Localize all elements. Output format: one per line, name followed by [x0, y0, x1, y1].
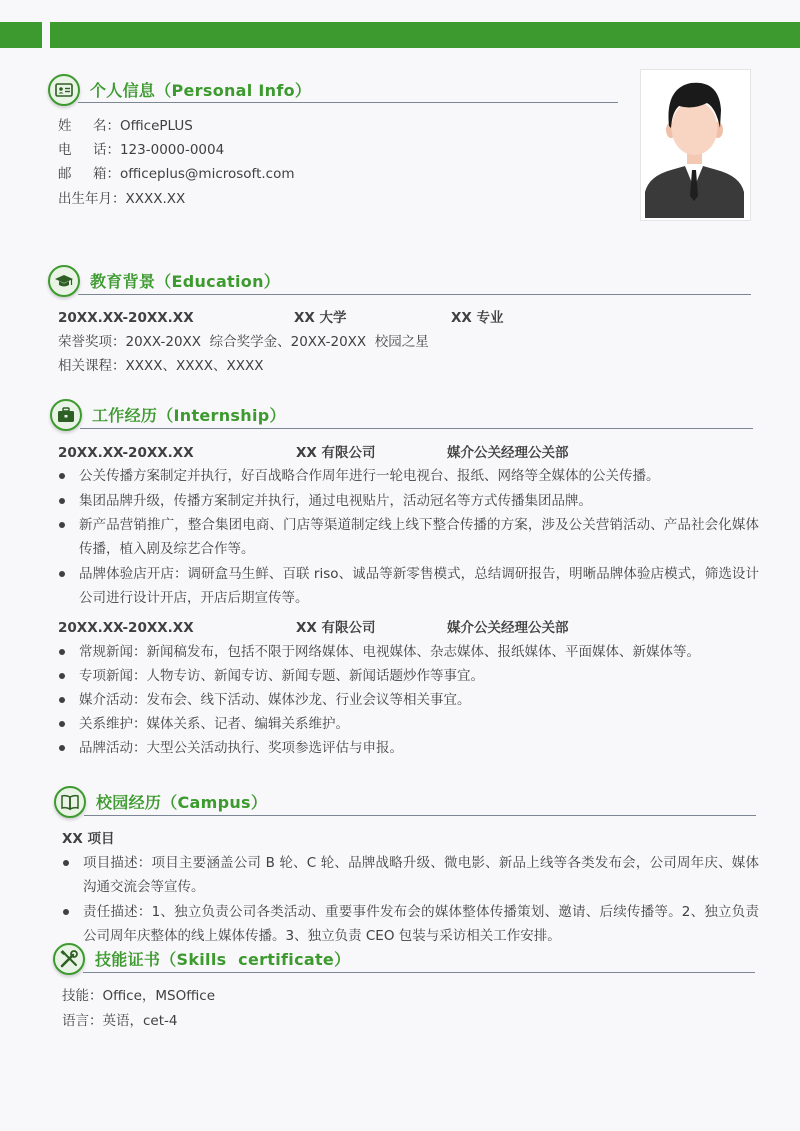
phone-label: 电 话：	[58, 142, 120, 158]
birth-label: 出生年月：	[58, 191, 126, 207]
edu-honors: 荣誉奖项：20XX-20XX 综合奖学金、20XX-20XX 校园之星	[58, 334, 429, 350]
list-item-text: 项目描述：项目主要涵盖公司 B 轮、C 轮、品牌战略升级、微电影、新品上线等各类发布会，公司周年庆、媒体沟通交流会等宣传。	[83, 855, 759, 895]
list-item	[59, 562, 759, 610]
profile-photo	[640, 69, 751, 221]
section-divider	[83, 972, 755, 973]
list-item	[59, 513, 759, 561]
bullet-dot	[59, 473, 65, 479]
bullet-dot	[59, 571, 65, 577]
edu-date: 20XX.XX-20XX.XX	[58, 310, 194, 326]
bullet-dot	[63, 909, 69, 915]
list-item	[59, 736, 759, 760]
name-row	[58, 117, 193, 135]
list-item-text: 集团品牌升级，传播方案制定并执行，通过电视贴片，活动冠名等方式传播集团品牌。	[79, 493, 592, 509]
list-item	[59, 489, 759, 513]
section-divider	[78, 294, 751, 295]
email-value: officeplus@microsoft.com	[119, 166, 295, 182]
section-education-header	[48, 265, 751, 301]
bullet-dot	[63, 860, 69, 866]
list-item	[59, 688, 759, 712]
bullet-dot	[59, 745, 65, 751]
job-company: XX 有限公司	[296, 620, 376, 636]
phone-value: 123-0000-0004	[119, 142, 225, 158]
list-item-text: 关系维护：媒体关系、记者、编辑关系维护。	[79, 716, 349, 732]
list-item-text: 品牌活动：大型公关活动执行、奖项参选评估与申报。	[79, 740, 403, 756]
section-skills-header	[53, 943, 755, 979]
list-item	[59, 712, 759, 736]
edu-courses: 相关课程：XXXX、XXXX、XXXX	[58, 358, 264, 374]
bullet-dot	[59, 721, 65, 727]
id-card-icon	[48, 74, 80, 106]
list-item	[59, 640, 759, 664]
list-item	[59, 664, 759, 688]
phone-row	[58, 141, 224, 159]
bullet-dot	[59, 498, 65, 504]
section-title: 个人信息（Personal Info）	[90, 81, 312, 100]
job-company: XX 有限公司	[296, 445, 376, 461]
birth-value: XXXX.XX	[125, 191, 186, 207]
open-book-icon	[54, 786, 86, 818]
list-item-text: 品牌体验店开店：调研盒马生鲜、百联 riso、诚品等新零售模式，总结调研报告，明晰品牌体验店模式，筛选设计公司进行设计开店，开店后期宣传等。	[79, 566, 759, 606]
header-accent-block	[0, 22, 42, 48]
language-row: 语言：英语，cet-4	[62, 1013, 178, 1029]
graduation-cap-icon	[48, 265, 80, 297]
list-item	[63, 851, 759, 899]
job-date: 20XX.XX-20XX.XX	[58, 620, 194, 636]
section-campus-header	[54, 786, 756, 822]
edu-major: XX 专业	[451, 310, 504, 326]
bullet-dot	[59, 673, 65, 679]
section-title: 工作经历（Internship）	[92, 406, 286, 425]
list-item-text: 专项新闻：人物专访、新闻专访、新闻专题、新闻话题炒作等事宜。	[79, 668, 484, 684]
section-title: 技能证书（Skills certificate）	[95, 950, 351, 969]
tools-icon	[53, 943, 85, 975]
section-divider	[80, 428, 753, 429]
birth-row	[58, 190, 185, 208]
list-item-text: 媒介活动：发布会、线下活动、媒体沙龙、行业会议等相关事宜。	[79, 692, 471, 708]
job-date: 20XX.XX-20XX.XX	[58, 445, 194, 461]
section-internship-header	[50, 399, 753, 435]
list-item-text: 公关传播方案制定并执行，好百战略合作周年进行一轮电视台、报纸、网络等全媒体的公关传播。	[79, 468, 660, 484]
bullet-dot	[59, 697, 65, 703]
skills-row: 技能：Office，MSOffice	[62, 988, 216, 1004]
bullet-dot	[59, 522, 65, 528]
edu-school: XX 大学	[294, 310, 347, 326]
job-dept: 媒介公关经理公关部	[447, 620, 569, 636]
bullet-dot	[59, 649, 65, 655]
section-title: 教育背景（Education）	[90, 272, 281, 291]
name-value: OfficePLUS	[119, 118, 193, 134]
campus-project: XX 项目	[62, 831, 115, 847]
list-item	[63, 900, 759, 948]
job-dept: 媒介公关经理公关部	[447, 445, 569, 461]
email-row	[58, 165, 294, 183]
list-item	[59, 464, 759, 488]
section-title: 校园经历（Campus）	[96, 793, 268, 812]
list-item-text: 常规新闻：新闻稿发布，包括不限于网络媒体、电视媒体、杂志媒体、报纸媒体、平面媒体、新媒体等。	[79, 644, 700, 660]
section-personal-header	[48, 74, 618, 110]
list-item-text: 责任描述：1、独立负责公司各类活动、重要事件发布会的媒体整体传播策划、邀请、后续传播等。2、独立负责公司周年庆整体的线上媒体传播。3、独立负责 CEO 包装与采访相关工作安排。	[83, 904, 759, 944]
list-item-text: 新产品营销推广，整合集团电商、门店等渠道制定线上线下整合传播的方案，涉及公关营销活动、产品社会化媒体传播，植入剧及综艺合作等。	[79, 517, 759, 557]
briefcase-icon	[50, 399, 82, 431]
name-label: 姓 名：	[58, 118, 120, 134]
section-divider	[84, 815, 756, 816]
section-divider	[78, 102, 618, 103]
header-accent-bar	[50, 22, 800, 48]
email-label: 邮 箱：	[58, 166, 120, 182]
